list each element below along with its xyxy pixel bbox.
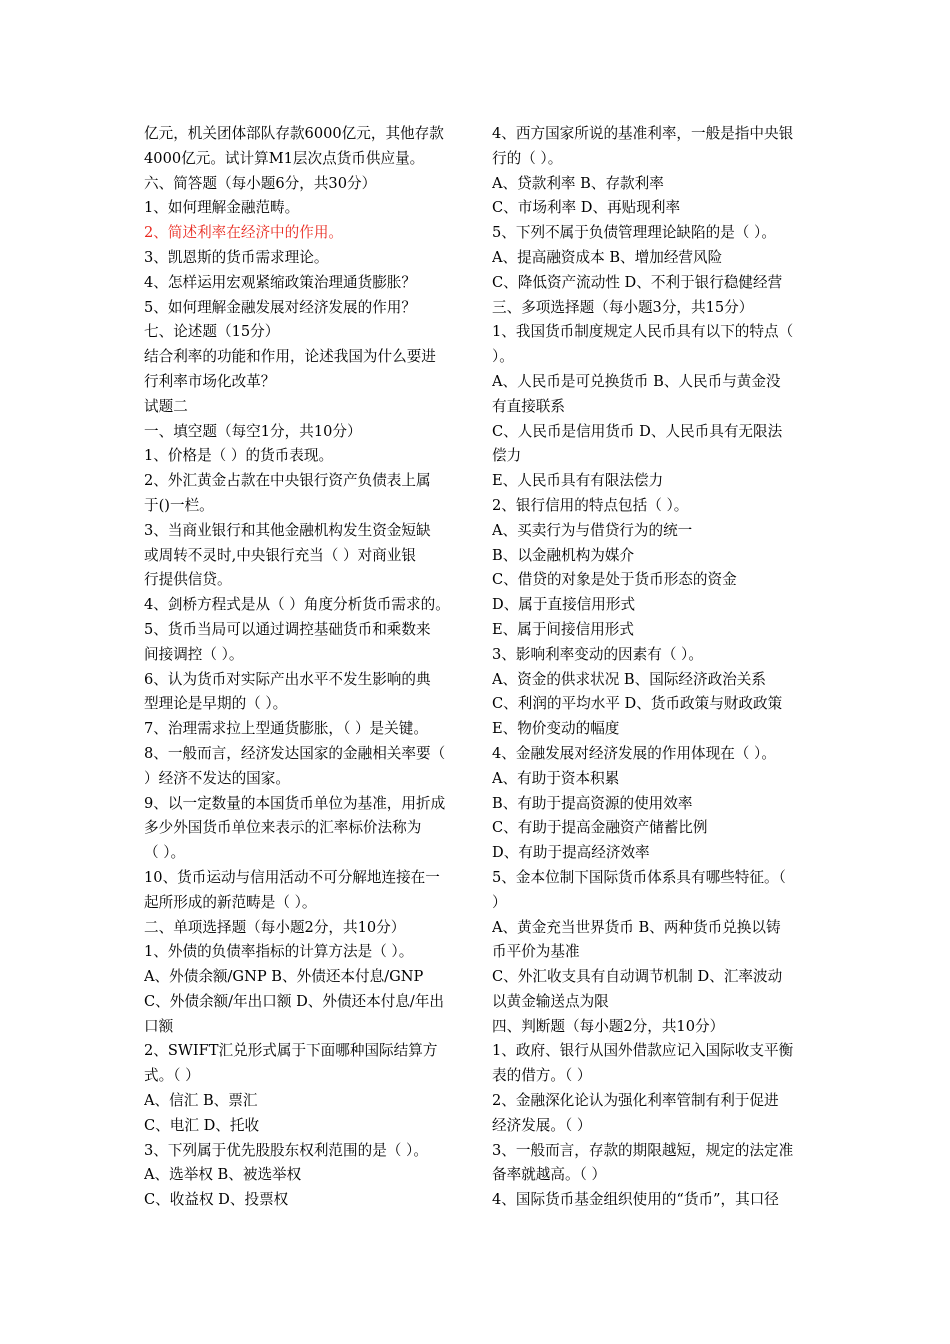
text-line: A、黄金充当世界货币 B、两种货币兑换以铸: [492, 918, 781, 936]
text-line: A、资金的供求状况 B、国际经济政治关系: [492, 670, 766, 688]
text-line: A、外债余额/GNP B、外债还本付息/GNP: [144, 968, 424, 986]
text-line: C、利润的平均水平 D、货币政策与财政政策: [492, 695, 783, 713]
text-line: B、以金融机构为媒介: [492, 546, 635, 564]
text-line: A、买卖行为与借贷行为的统一: [492, 521, 693, 539]
text-line: 1、如何理解金融范畴。: [144, 199, 300, 217]
text-line: 式。（ ）: [144, 1067, 200, 1085]
text-line: A、贷款利率 B、存款利率: [492, 174, 664, 192]
text-line: 3、当商业银行和其他金融机构发生资金短缺: [144, 521, 431, 539]
text-line: C、电汇 D、托收: [144, 1116, 260, 1134]
text-line: C、收益权 D、投票权: [144, 1191, 289, 1209]
text-line: C、人民币是信用货币 D、人民币具有无限法: [492, 422, 783, 440]
text-line: B、有助于提高资源的使用效率: [492, 794, 693, 812]
text-line: 或周转不灵时,中央银行充当（ ）对商业银: [144, 546, 416, 564]
text-line: A、人民币是可兑换货币 B、人民币与黄金没: [492, 372, 781, 390]
text-line: ）经济不发达的国家。: [144, 769, 290, 787]
text-line: 4000亿元。试计算M1层次点货币供应量。: [144, 149, 425, 167]
text-line: 备率就越高。（ ）: [492, 1166, 607, 1184]
text-line: 1、价格是（ ）的货币表现。: [144, 447, 334, 465]
text-line: A、有助于资本积累: [492, 769, 620, 787]
text-line: 2、外汇黄金占款在中央银行资产负债表上属: [144, 472, 431, 490]
text-line: A、选举权 B、被选举权: [144, 1166, 302, 1184]
text-line: 口额: [144, 1017, 174, 1035]
text-line: ）。: [492, 348, 514, 366]
text-line: C、有助于提高金融资产储蓄比例: [492, 819, 708, 837]
text-line: D、属于直接信用形式: [492, 596, 636, 614]
text-line: E、人民币具有有限法偿力: [492, 472, 664, 490]
text-line: 有直接联系: [492, 397, 565, 415]
text-line: 一、填空题（每空1分，共10分）: [144, 422, 362, 440]
text-line: 亿元，机关团体部队存款6000亿元，其他存款: [144, 125, 444, 142]
text-line: A、提高融资成本 B、增加经营风险: [492, 248, 723, 266]
text-line: 4、国际货币基金组织使用的“货币”，其口径: [492, 1191, 779, 1209]
text-line: 行提供信贷。: [144, 571, 232, 589]
text-line: 8、一般而言，经济发达国家的金融相关率要（: [144, 744, 446, 762]
text-line: 1、外债的负债率指标的计算方法是（ ）。: [144, 943, 414, 961]
text-line: E、物价变动的幅度: [492, 720, 620, 738]
text-line: 4、剑桥方程式是从（ ）角度分析货币需求的。: [144, 596, 450, 614]
text-line: 3、下列属于优先股股东权利范围的是（ ）。: [144, 1141, 428, 1159]
text-line: E、属于间接信用形式: [492, 620, 634, 638]
text-line: 以黄金输送点为限: [492, 992, 609, 1010]
text-line: 1、我国货币制度规定人民币具有以下的特点（: [492, 323, 794, 341]
text-line: 2、SWIFT汇兑形式属于下面哪种国际结算方: [144, 1042, 438, 1060]
text-line: 经济发展。（ ）: [492, 1116, 592, 1134]
text-line: C、借贷的对象是处于货币形态的资金: [492, 571, 737, 589]
text-line: A、信汇 B、票汇: [144, 1092, 258, 1110]
text-line: 5、下列不属于负债管理理论缺陷的是（ ）。: [492, 224, 776, 242]
text-line: 表的借方。（ ）: [492, 1067, 592, 1085]
text-line: 5、金本位制下国际货币体系具有哪些特征。（: [492, 868, 786, 886]
left-column: [144, 122, 462, 1213]
text-line: 四、判断题（每小题2分，共10分）: [492, 1017, 725, 1035]
text-line: 5、货币当局可以通过调控基础货币和乘数来: [144, 620, 431, 638]
right-column: [492, 122, 810, 1213]
text-line: 2、金融深化论认为强化利率管制有利于促进: [492, 1092, 779, 1110]
text-line: 4、怎样运用宏观紧缩政策治理通货膨胀？: [144, 273, 416, 291]
text-line: 六、简答题（每小题6分，共30分）: [144, 174, 377, 192]
text-line: 行利率市场化改革？: [144, 372, 276, 390]
text-line: 1、政府、银行从国外借款应记入国际收支平衡: [492, 1042, 794, 1060]
text-line: 行的（ ）。: [492, 149, 563, 167]
text-line: 七、论述题（15分）: [144, 323, 280, 341]
text-line: 起所形成的新范畴是（ ）。: [144, 893, 317, 911]
text-line: C、市场利率 D、再贴现利率: [492, 199, 681, 217]
text-line: 3、凯恩斯的货币需求理论。: [144, 248, 329, 266]
text-line: 4、金融发展对经济发展的作用体现在（ ）。: [492, 744, 776, 762]
text-line: ）: [492, 893, 507, 911]
text-line: 于()一栏。: [144, 496, 214, 514]
text-line: 10、货币运动与信用活动不可分解地连接在一: [144, 868, 440, 886]
text-line: 6、认为货币对实际产出水平不发生影响的典: [144, 670, 431, 688]
text-line: （ ）。: [144, 844, 186, 862]
text-line: 5、如何理解金融发展对经济发展的作用？: [144, 298, 416, 316]
text-line: 9、以一定数量的本国货币单位为基准，用折成: [144, 794, 446, 812]
text-line: C、降低资产流动性 D、不利于银行稳健经营: [492, 273, 783, 291]
text-line: 试题二: [144, 397, 188, 415]
text-line: 型理论是早期的（ ）。: [144, 695, 288, 713]
text-line: 3、影响利率变动的因素有（ ）。: [492, 645, 703, 663]
text-line: 币平价为基准: [492, 943, 580, 961]
text-line: 三、多项选择题（每小题3分，共15分）: [492, 298, 754, 316]
text-line: 二、单项选择题（每小题2分，共10分）: [144, 918, 406, 936]
text-line: 3、一般而言，存款的期限越短，规定的法定准: [492, 1141, 794, 1159]
text-line: 多少外国货币单位来表示的汇率标价法称为: [144, 819, 422, 837]
text-line: D、有助于提高经济效率: [492, 844, 650, 862]
text-line: 结合利率的功能和作用，论述我国为什么要进: [144, 348, 436, 366]
text-line: 2、简述利率在经济中的作用。: [144, 224, 344, 242]
text-line: C、外债余额/年出口额 D、外债还本付息/年出: [144, 992, 445, 1010]
text-line: 7、治理需求拉上型通货膨胀，（ ）是关键。: [144, 720, 428, 738]
text-line: 2、银行信用的特点包括（ ）。: [492, 496, 689, 514]
text-line: 4、西方国家所说的基准利率，一般是指中央银: [492, 125, 794, 142]
text-line: 偿力: [492, 447, 522, 465]
text-line: C、外汇收支具有自动调节机制 D、汇率波动: [492, 968, 783, 986]
text-line: 间接调控（ ）。: [144, 645, 244, 663]
